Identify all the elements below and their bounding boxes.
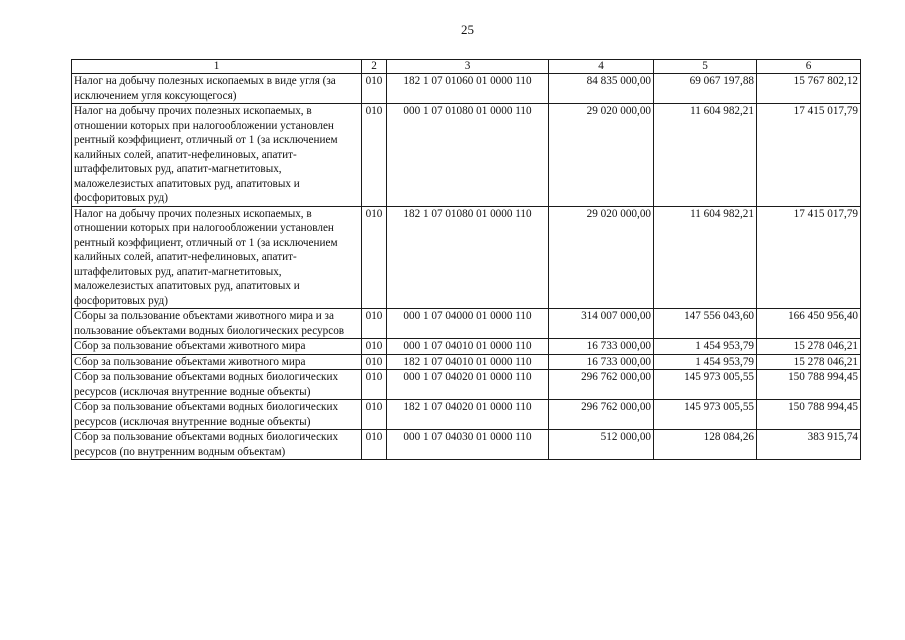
- admin-code-cell: 010: [362, 354, 387, 370]
- column-header: 3: [387, 60, 549, 74]
- table-row: [72, 339, 861, 355]
- remaining-amount-cell: 15 278 046,21: [757, 339, 861, 355]
- classification-code-cell: 000 1 07 01080 01 0000 110: [387, 104, 549, 207]
- approved-amount-cell: 314 007 000,00: [549, 309, 654, 339]
- classification-code-cell: 000 1 07 04030 01 0000 110: [387, 430, 549, 460]
- classification-code-cell: 182 1 07 01060 01 0000 110: [387, 74, 549, 104]
- admin-code-cell: 010: [362, 400, 387, 430]
- budget-table: [71, 59, 861, 460]
- revenue-name-cell: Налог на добычу прочих полезных ископаемых, в отношении которых при налогообложении установлен рентный коэффициент, отличный от 1 (за исключением калийных солей, апатит-нефелиновых, апатит-штаффелитовых руд, апатит-магнетитовых, маложелезистых апатитовых руд, апатитовых и фосфоритовых руд): [72, 104, 362, 207]
- revenue-name-cell: Сбор за пользование объектами водных биологических ресурсов (исключая внутренние водные объекты): [72, 370, 362, 400]
- revenue-name-cell: Сбор за пользование объектами животного мира: [72, 339, 362, 355]
- approved-amount-cell: 296 762 000,00: [549, 400, 654, 430]
- executed-amount-cell: 145 973 005,55: [654, 370, 757, 400]
- approved-amount-cell: 16 733 000,00: [549, 354, 654, 370]
- revenue-name-cell: Налог на добычу полезных ископаемых в виде угля (за исключением угля коксующегося): [72, 74, 362, 104]
- admin-code-cell: 010: [362, 104, 387, 207]
- table-row: [72, 354, 861, 370]
- approved-amount-cell: 512 000,00: [549, 430, 654, 460]
- column-header: 5: [654, 60, 757, 74]
- table-row: [72, 400, 861, 430]
- column-header: 4: [549, 60, 654, 74]
- classification-code-cell: 182 1 07 04020 01 0000 110: [387, 400, 549, 430]
- table-row: [72, 104, 861, 207]
- admin-code-cell: 010: [362, 309, 387, 339]
- classification-code-cell: 000 1 07 04010 01 0000 110: [387, 339, 549, 355]
- remaining-amount-cell: 15 278 046,21: [757, 354, 861, 370]
- revenue-name-cell: Сборы за пользование объектами животного мира и за пользование объектами водных биологических ресурсов: [72, 309, 362, 339]
- admin-code-cell: 010: [362, 206, 387, 309]
- table-row: [72, 206, 861, 309]
- approved-amount-cell: 16 733 000,00: [549, 339, 654, 355]
- table-row: [72, 370, 861, 400]
- classification-code-cell: 182 1 07 04010 01 0000 110: [387, 354, 549, 370]
- executed-amount-cell: 147 556 043,60: [654, 309, 757, 339]
- executed-amount-cell: 128 084,26: [654, 430, 757, 460]
- executed-amount-cell: 69 067 197,88: [654, 74, 757, 104]
- remaining-amount-cell: 166 450 956,40: [757, 309, 861, 339]
- executed-amount-cell: 1 454 953,79: [654, 354, 757, 370]
- page-number: 25: [461, 22, 474, 37]
- classification-code-cell: 000 1 07 04000 01 0000 110: [387, 309, 549, 339]
- column-header: 6: [757, 60, 861, 74]
- approved-amount-cell: 29 020 000,00: [549, 206, 654, 309]
- admin-code-cell: 010: [362, 339, 387, 355]
- admin-code-cell: 010: [362, 430, 387, 460]
- table-row: [72, 74, 861, 104]
- remaining-amount-cell: 17 415 017,79: [757, 104, 861, 207]
- revenue-name-cell: Сбор за пользование объектами водных биологических ресурсов (исключая внутренние водные объекты): [72, 400, 362, 430]
- revenue-name-cell: Сбор за пользование объектами животного мира: [72, 354, 362, 370]
- approved-amount-cell: 296 762 000,00: [549, 370, 654, 400]
- revenue-name-cell: Сбор за пользование объектами водных биологических ресурсов (по внутренним водным объектам): [72, 430, 362, 460]
- table-row: [72, 430, 861, 460]
- column-header: 2: [362, 60, 387, 74]
- executed-amount-cell: 145 973 005,55: [654, 400, 757, 430]
- classification-code-cell: 182 1 07 01080 01 0000 110: [387, 206, 549, 309]
- executed-amount-cell: 11 604 982,21: [654, 104, 757, 207]
- remaining-amount-cell: 150 788 994,45: [757, 370, 861, 400]
- remaining-amount-cell: 383 915,74: [757, 430, 861, 460]
- column-header: 1: [72, 60, 362, 74]
- remaining-amount-cell: 15 767 802,12: [757, 74, 861, 104]
- revenue-name-cell: Налог на добычу прочих полезных ископаемых, в отношении которых при налогообложении установлен рентный коэффициент, отличный от 1 (за исключением калийных солей, апатит-нефелиновых, апатит-штаффелитовых руд, апатит-магнетитовых, маложелезистых апатитовых руд, апатитовых и фосфоритовых руд): [72, 206, 362, 309]
- approved-amount-cell: 84 835 000,00: [549, 74, 654, 104]
- column-number-row: [72, 60, 861, 74]
- approved-amount-cell: 29 020 000,00: [549, 104, 654, 207]
- table-row: [72, 309, 861, 339]
- classification-code-cell: 000 1 07 04020 01 0000 110: [387, 370, 549, 400]
- admin-code-cell: 010: [362, 370, 387, 400]
- remaining-amount-cell: 17 415 017,79: [757, 206, 861, 309]
- executed-amount-cell: 1 454 953,79: [654, 339, 757, 355]
- admin-code-cell: 010: [362, 74, 387, 104]
- executed-amount-cell: 11 604 982,21: [654, 206, 757, 309]
- remaining-amount-cell: 150 788 994,45: [757, 400, 861, 430]
